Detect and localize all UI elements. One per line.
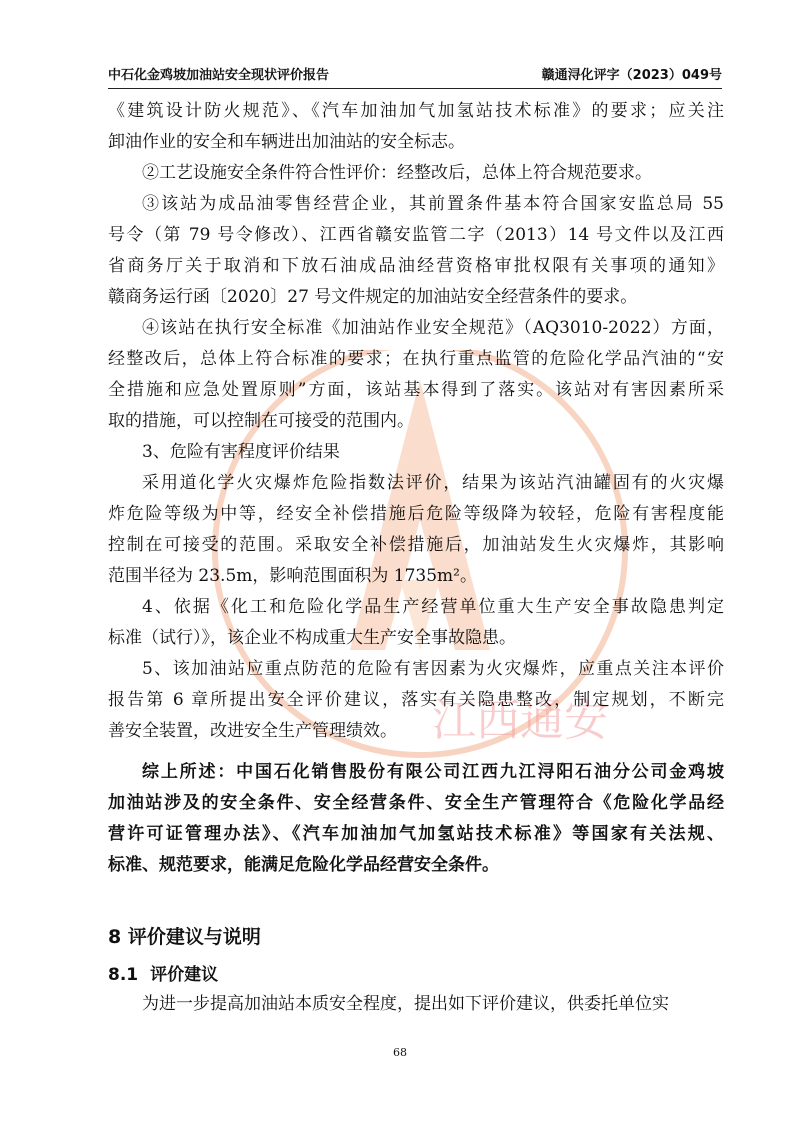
text-line: 5、该加油站应重点防范的危险有害因素为火灾爆炸，应重点关注本评价: [142, 659, 724, 679]
report-number: 赣通浔化评字（2023）049号: [541, 68, 722, 83]
text-line: 范围半径为 23.5m，影响范围面积为 1735m²。: [108, 566, 477, 586]
subsection-number: 8.1: [108, 965, 139, 985]
section-heading: 8 评价建议与说明: [108, 926, 261, 948]
page-number: 68: [393, 1046, 407, 1059]
text-line: 3、危险有害程度评价结果: [142, 442, 340, 462]
text-line: 号令（第 79 号令修改）、江西省赣安监管二字（2013）14 号文件以及江西: [108, 225, 724, 245]
text-line: 《建筑设计防火规范》、《汽车加油加气加氢站技术标准》的要求；应关注: [108, 101, 724, 121]
text-line: 全措施和应急处置原则”方面，该站基本得到了落实。该站对有害因素所采: [108, 380, 724, 400]
watermark-text: 江西通安: [432, 695, 608, 746]
text-line: 经整改后，总体上符合标准的要求；在执行重点监管的危险化学品汽油的“安: [108, 349, 724, 369]
text-line: 4、依据《化工和危险化学品生产经营单位重大生产安全事故隐患判定: [142, 597, 724, 617]
text-line: 省商务厅关于取消和下放石油成品油经营资格审批权限有关事项的通知》: [108, 256, 724, 276]
text-line: 炸危险等级为中等，经安全补偿措施后危险等级降为较轻，危险有害程度能: [108, 504, 724, 524]
text-line: ④该站在执行安全标准《加油站作业安全规范》（AQ3010-2022）方面，: [142, 318, 724, 338]
text-line: 控制在可接受的范围。采取安全补偿措施后，加油站发生火灾爆炸，其影响: [108, 535, 724, 555]
text-line: 营许可证管理办法》、《汽车加油加气加氢站技术标准》等国家有关法规、: [108, 824, 724, 844]
text-line: 采用道化学火灾爆炸危险指数法评价，结果为该站汽油罐固有的火灾爆: [142, 473, 724, 493]
text-line: 取的措施，可以控制在可接受的范围内。: [108, 411, 414, 431]
text-line: 加油站涉及的安全条件、安全经营条件、安全生产管理符合《危险化学品经: [108, 793, 724, 813]
subsection-heading: [108, 960, 218, 985]
text-line: 标准、规范要求，能满足危险化学品经营安全条件。: [108, 855, 499, 875]
subsection-title: 评价建议: [150, 965, 219, 985]
paragraph-start: [108, 989, 724, 1020]
text-line: 卸油作业的安全和车辆进出加油站的安全标志。: [108, 132, 465, 152]
report-title: 中石化金鸡坡加油站安全现状评价报告: [108, 68, 330, 83]
text-line: 赣商务运行函〔2020〕27 号文件规定的加油站安全经营条件的要求。: [108, 287, 638, 307]
page-header: [108, 62, 722, 89]
body-text: [108, 96, 724, 881]
text-line: ③该站为成品油零售经营企业，其前置条件基本符合国家安监总局 55: [142, 194, 724, 214]
text-line: 综上所述：中国石化销售股份有限公司江西九江浔阳石油分公司金鸡坡: [142, 762, 724, 782]
text-line: 报告第 6 章所提出安全评价建议，落实有关隐患整改，制定规划，不断完: [108, 690, 724, 710]
text-line: ②工艺设施安全条件符合性评价：经整改后，总体上符合规范要求。: [142, 163, 652, 183]
text-line: 标准（试行）》，该企业不构成重大生产安全事故隐患。: [108, 628, 516, 648]
text-line: 善安全装置，改进安全生产管理绩效。: [108, 721, 397, 741]
text-line: 为进一步提高加油站本质安全程度，提出如下评价建议，供委托单位实: [142, 994, 669, 1014]
